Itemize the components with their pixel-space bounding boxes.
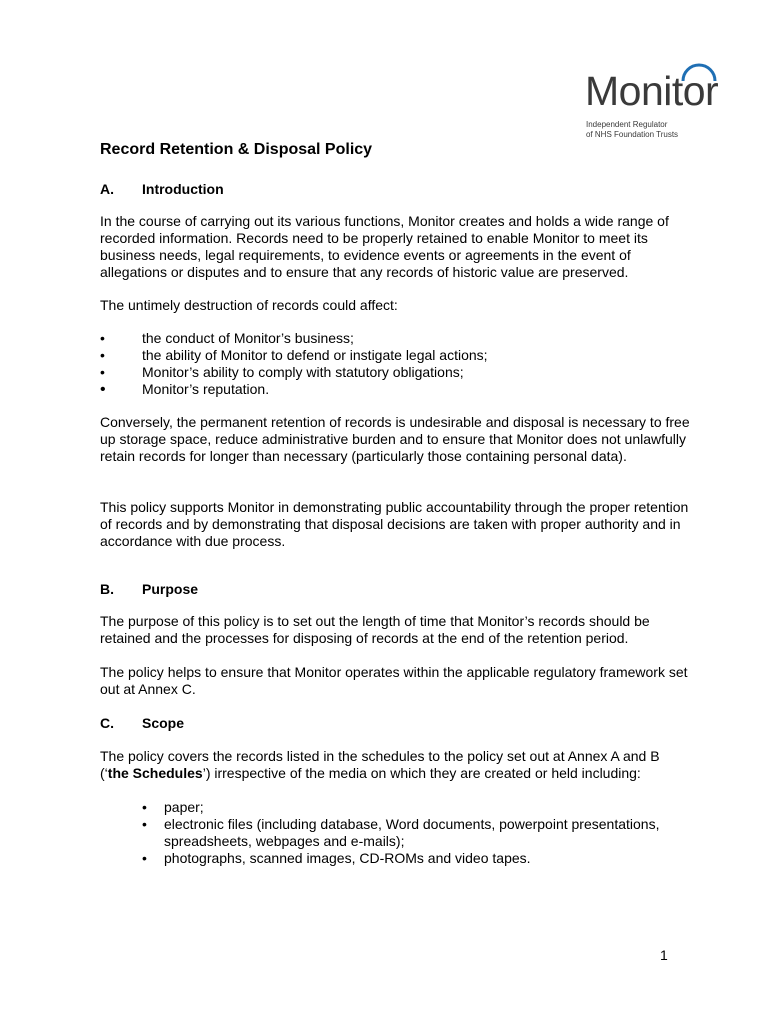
logo-tagline-line2: of NHS Foundation Trusts <box>586 130 679 139</box>
section-a-paragraph-2: The untimely destruction of records could affect: <box>100 297 398 313</box>
section-c-number: C. <box>100 715 114 731</box>
list-item-text: paper; <box>164 799 204 815</box>
bullet-icon: • <box>142 816 147 832</box>
logo-tagline-line1: Independent Regulator <box>586 120 668 129</box>
section-b-paragraph-1: The purpose of this policy is to set out the length of time that Monitor’s records should be retained and the processes for disposing of records at the end of the retention period. <box>100 613 650 646</box>
list-item-text: electronic files (including database, Word documents, powerpoint presentations, spreadsheets, webpages and e-mails); <box>164 816 660 849</box>
bullet-icon: • <box>100 364 105 380</box>
section-b-heading <box>100 580 198 598</box>
list-item <box>100 364 488 381</box>
section-c-heading <box>100 714 184 732</box>
list-item <box>100 381 488 398</box>
section-a-bullet-list <box>100 330 488 398</box>
section-b-paragraph-2: The policy helps to ensure that Monitor operates within the applicable regulatory framework set out at Annex C. <box>100 664 688 697</box>
section-c-bullet-list <box>142 799 682 867</box>
document-title: Record Retention & Disposal Policy <box>100 141 373 158</box>
section-c-title: Scope <box>142 715 185 731</box>
bullet-icon: • <box>100 347 105 363</box>
list-item <box>142 799 682 816</box>
bullet-icon: • <box>100 330 105 346</box>
bullet-icon: • <box>142 799 147 815</box>
list-item <box>142 816 682 850</box>
list-item <box>100 347 488 364</box>
logo-wordmark: Monitor <box>585 68 719 114</box>
section-a-heading <box>100 180 224 198</box>
page-number: 1 <box>660 947 668 963</box>
section-a-number: A. <box>100 181 114 197</box>
list-item-text: Monitor’s ability to comply with statutory obligations; <box>142 364 464 380</box>
list-item <box>142 850 682 867</box>
list-item <box>100 330 488 347</box>
list-item-text: Monitor’s reputation. <box>142 381 270 397</box>
section-c-paragraph-1 <box>100 748 690 782</box>
section-a-paragraph-4: This policy supports Monitor in demonstrating public accountability through the proper retention of records and by demonstrating that disposal decisions are taken with proper authority and in accordance with due process. <box>100 499 689 549</box>
list-item-text: photographs, scanned images, CD-ROMs and video tapes. <box>164 850 531 866</box>
section-c-paragraph-1-end: ’) irrespective of the media on which they are created or held including: <box>202 765 641 781</box>
section-a-paragraph-1: In the course of carrying out its various functions, Monitor creates and holds a wide range of recorded information. Records need to be properly retained to enable Monitor to meet its business needs, legal requirements, to evidence events or agreements in the event of allegations or disputes and to ensure that any records of historic value are preserved. <box>100 213 669 280</box>
monitor-logo <box>585 60 735 150</box>
section-a-paragraph-3: Conversely, the permanent retention of records is undesirable and disposal is necessary to free up storage space, reduce administrative burden and to ensure that Monitor does not unlawfully retain records for longer than necessary (particularly those containing personal data). <box>100 414 690 464</box>
schedules-term: the Schedules <box>107 765 203 781</box>
logo-tagline <box>586 120 736 140</box>
bullet-icon: • <box>100 381 106 398</box>
section-b-title: Purpose <box>142 581 199 597</box>
list-item-text: the conduct of Monitor’s business; <box>142 330 354 346</box>
section-c-paragraph-1-start: The policy covers the records listed in the schedules to the policy set out at Annex A and B (‘ <box>100 748 660 781</box>
list-item-text: the ability of Monitor to defend or instigate legal actions; <box>142 347 488 363</box>
section-b-number: B. <box>100 581 114 597</box>
bullet-icon: • <box>142 850 147 866</box>
section-a-title: Introduction <box>142 181 224 197</box>
